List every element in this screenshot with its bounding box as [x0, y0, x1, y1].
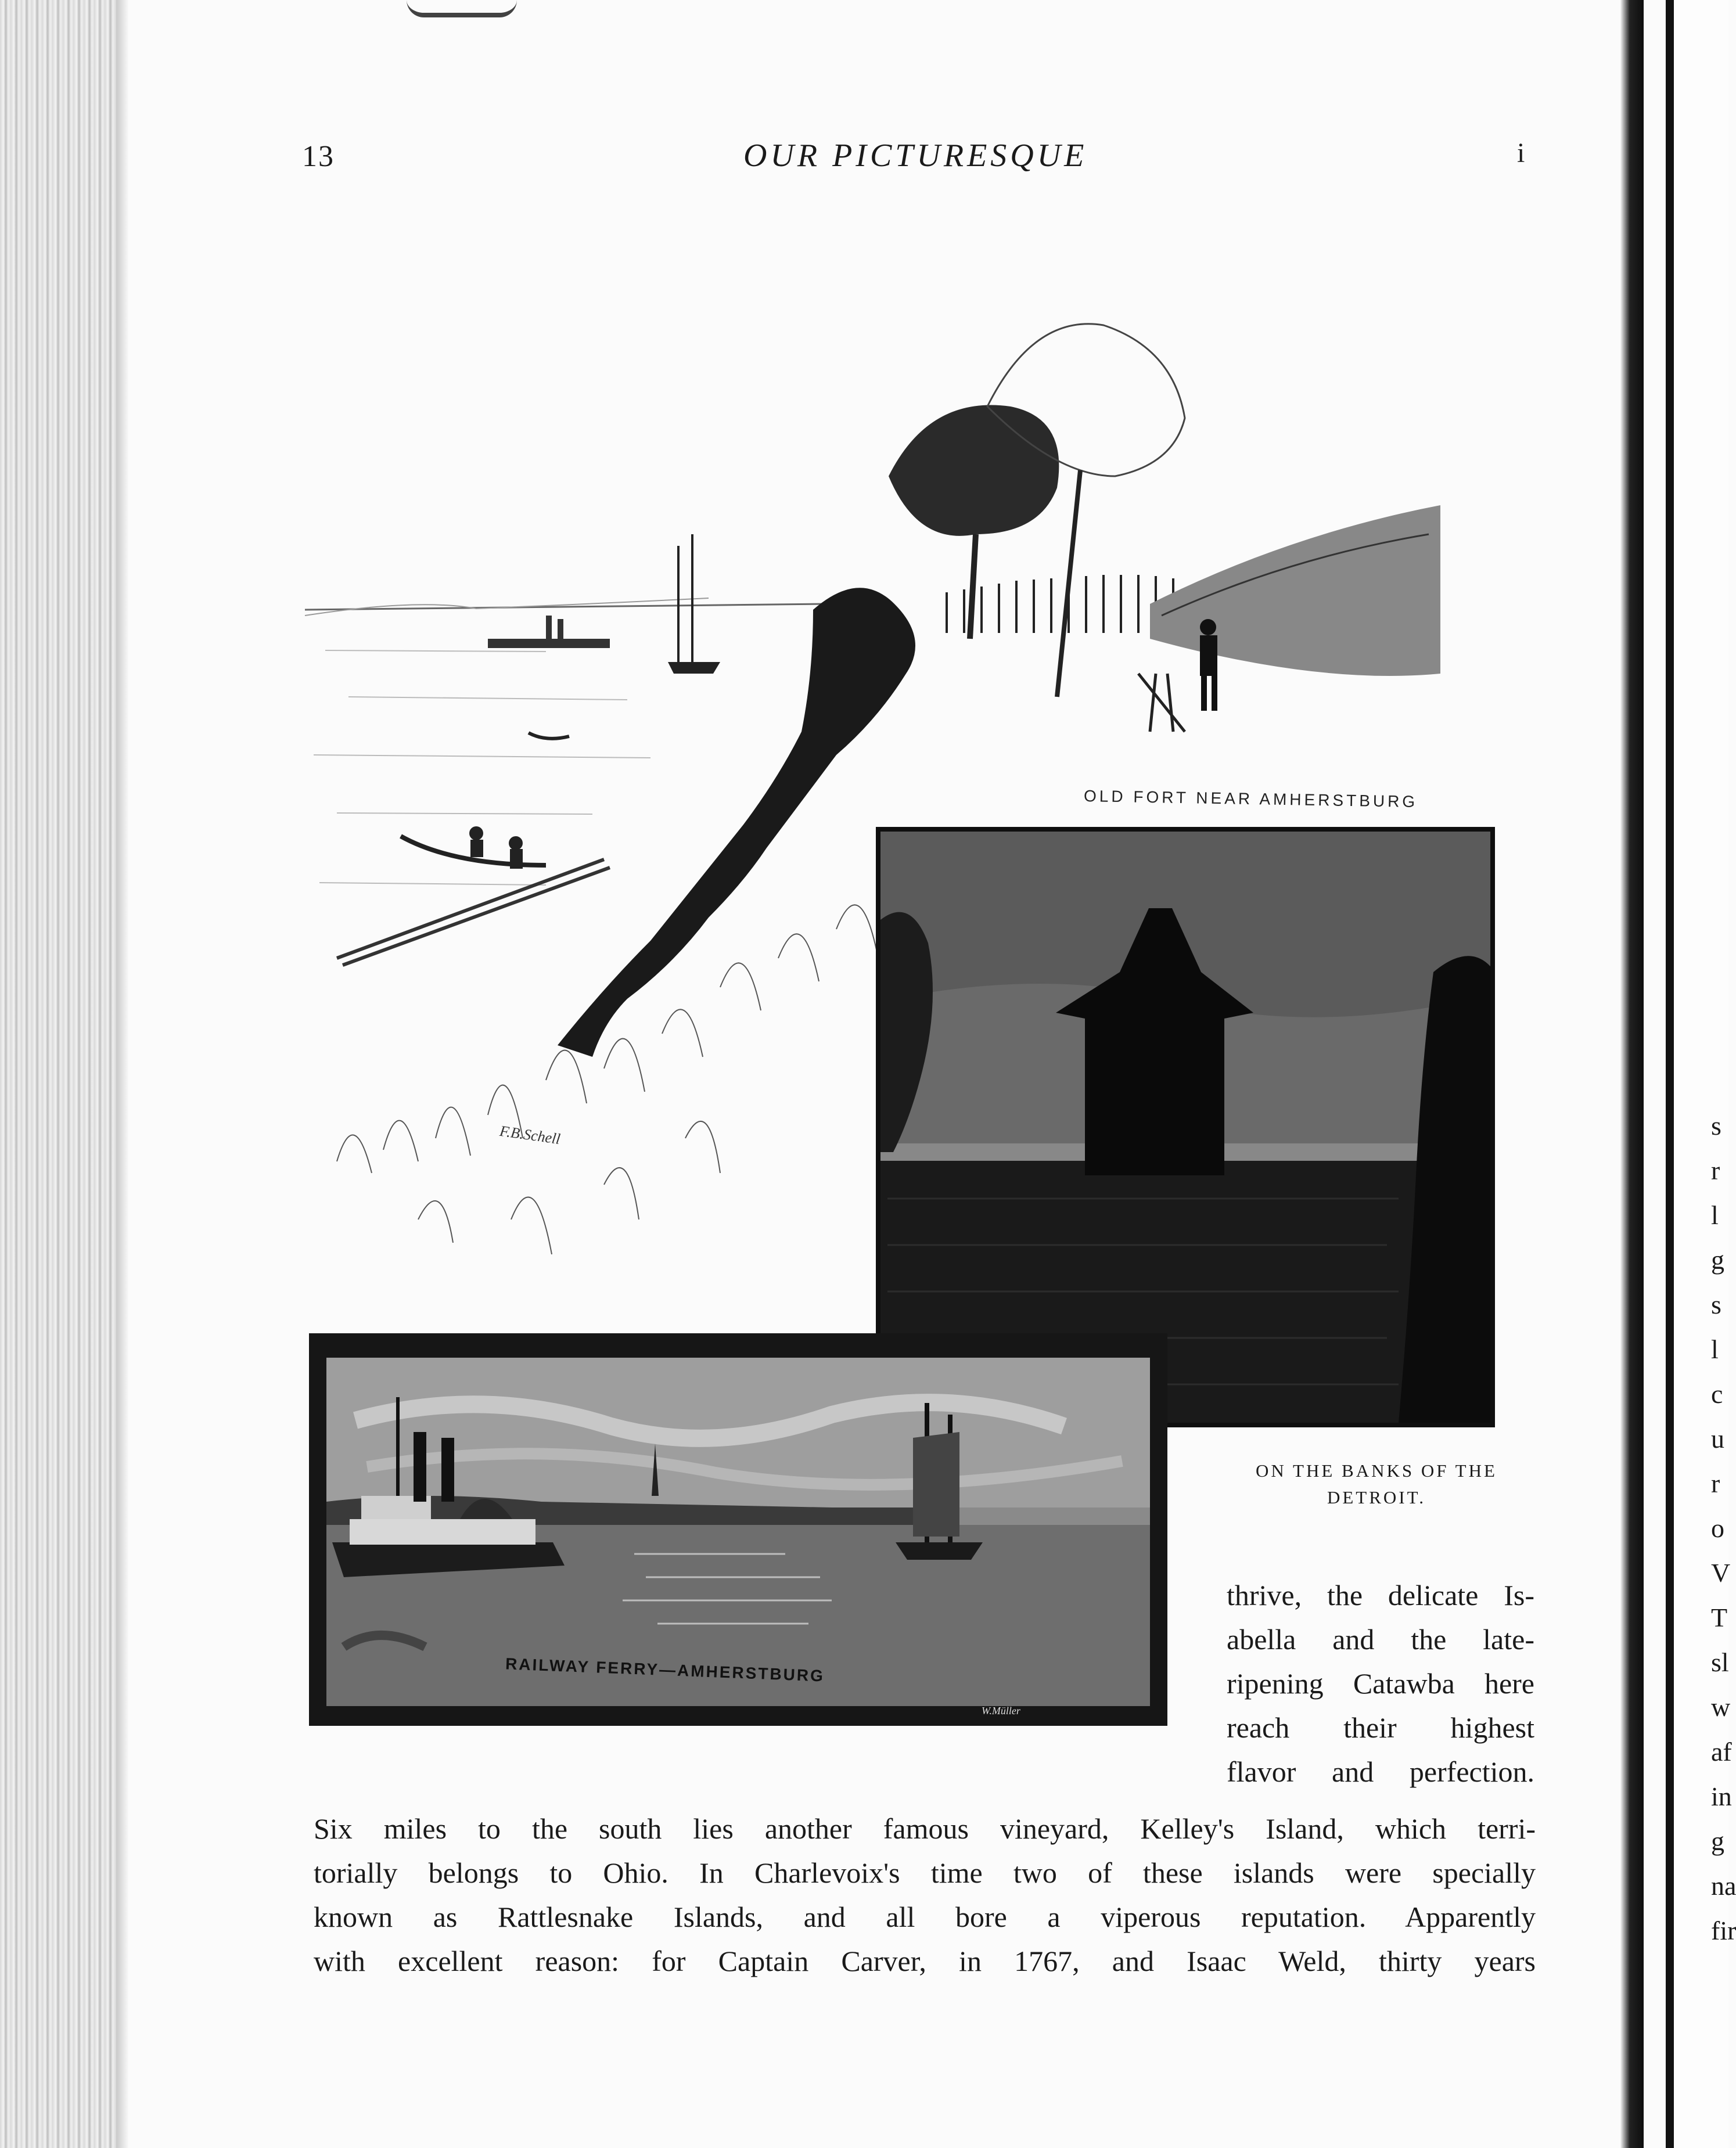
- facing-page-text-fragments: [1711, 1103, 1736, 1953]
- text-line: Six miles to the south lies another famous vineyard, Kelley's Island, which terri-: [314, 1812, 1536, 1845]
- text-line: torially belongs to Ohio. In Charlevoix's time two of these islands were specially: [314, 1856, 1536, 1889]
- facing-fragment: o: [1711, 1513, 1724, 1543]
- text-line: known as Rattlesnake Islands, and all bore a viperous reputation. Apparently: [314, 1901, 1536, 1933]
- old-fort-artist-signature: F.B.Schell: [498, 1122, 562, 1148]
- railway-ferry-caption: RAILWAY FERRY—AMHERSTBURG: [505, 1654, 825, 1685]
- gutter-binding: [1666, 0, 1674, 2148]
- top-ink-smudge: [407, 0, 517, 17]
- facing-fragment: c: [1711, 1379, 1723, 1409]
- facing-fragment: r: [1711, 1156, 1720, 1185]
- facing-fragment: l: [1711, 1334, 1719, 1364]
- old-fort-caption: OLD FORT NEAR AMHERSTBURG: [1083, 786, 1418, 811]
- facing-fragment: u: [1711, 1424, 1724, 1453]
- facing-fragment: s: [1711, 1290, 1721, 1319]
- facing-fragment: fir: [1711, 1916, 1736, 1945]
- caption-line: DETROIT.: [1327, 1487, 1426, 1507]
- facing-fragment: g: [1711, 1245, 1724, 1275]
- facing-fragment: in: [1711, 1782, 1732, 1811]
- caption-line: ON THE BANKS OF THE: [1256, 1460, 1497, 1481]
- text-line: with excellent reason: for Captain Carver, in 1767, and Isaac Weld, thirty years: [314, 1945, 1536, 1977]
- facing-fragment: w: [1711, 1692, 1731, 1722]
- facing-fragment: g: [1711, 1826, 1724, 1856]
- railway-ferry-artist-signature: W.Müller: [982, 1705, 1020, 1717]
- book-gutter: [1620, 0, 1644, 2148]
- text-line: abella and the late-: [1227, 1623, 1534, 1656]
- page-edge-shadow: [116, 0, 129, 2148]
- facing-fragment: l: [1711, 1200, 1719, 1230]
- text-line: flavor and perfection.: [1227, 1755, 1534, 1788]
- text-line: reach their highest: [1227, 1711, 1534, 1744]
- facing-fragment: s: [1711, 1111, 1721, 1140]
- text-line: ripening Catawba here: [1227, 1667, 1534, 1700]
- banks-of-detroit-caption: [1214, 1458, 1539, 1511]
- page-number: 13: [302, 140, 335, 173]
- header-mark: i: [1517, 138, 1525, 168]
- facing-fragment: V: [1711, 1558, 1731, 1588]
- text-line: thrive, the delicate Is-: [1227, 1579, 1534, 1611]
- facing-fragment: r: [1711, 1469, 1720, 1498]
- book-page-edges: [0, 0, 116, 2148]
- facing-fragment: sl: [1711, 1647, 1729, 1677]
- facing-fragment: af: [1711, 1737, 1732, 1766]
- facing-fragment: T: [1711, 1603, 1728, 1632]
- facing-fragment: na: [1711, 1871, 1736, 1901]
- running-title: OUR PICTURESQUE: [743, 138, 1088, 174]
